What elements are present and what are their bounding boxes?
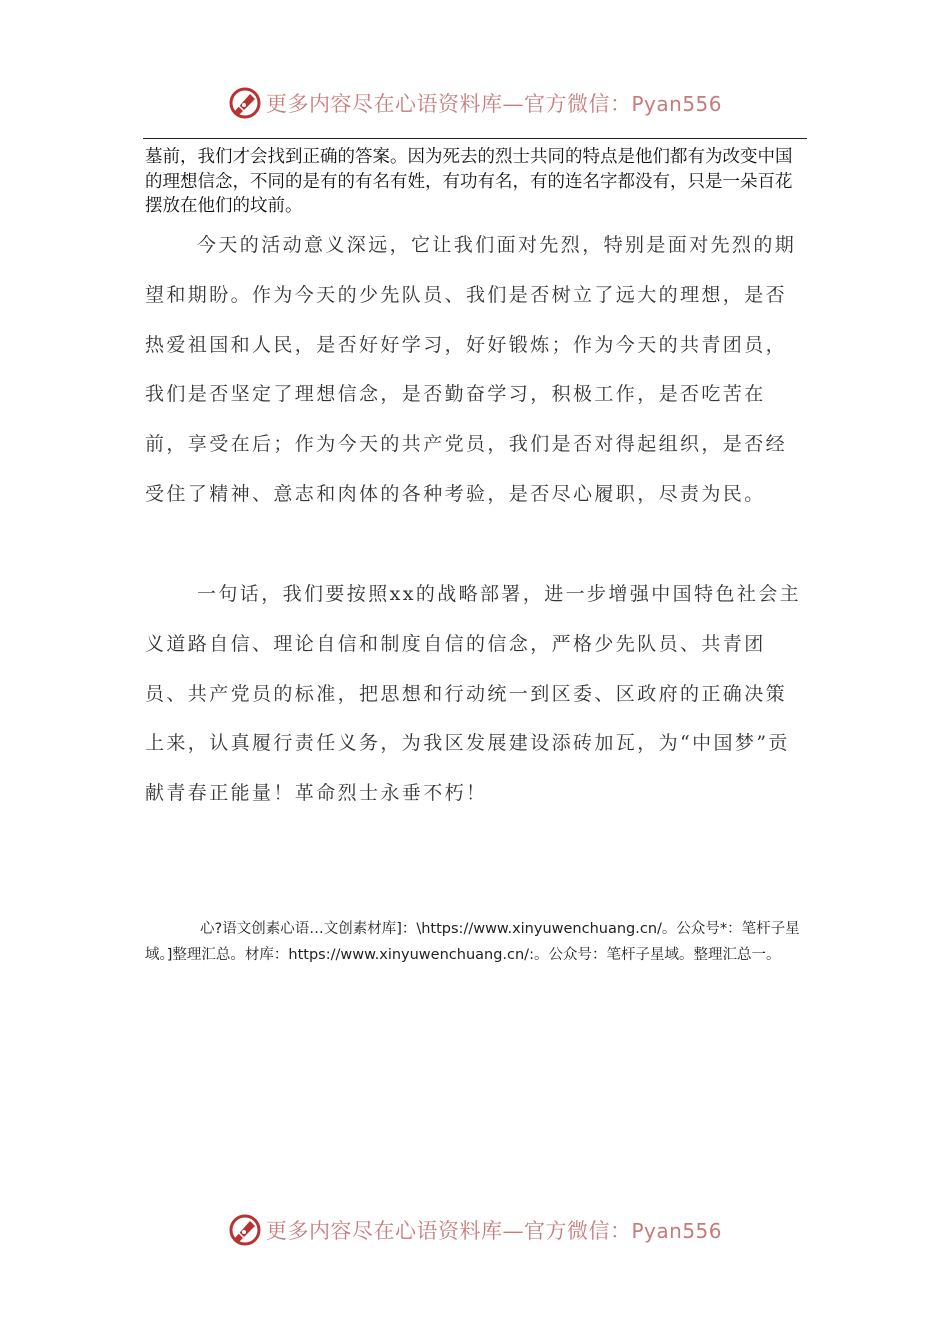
footer-wechat-id: Pyan556 [631, 1219, 722, 1243]
header-rule [143, 138, 807, 139]
header-banner-text: 更多内容尽在心语资料库—官方微信：Pyan556 [265, 92, 722, 116]
pen-nib-logo-icon [228, 86, 262, 120]
pen-nib-logo-icon [228, 1213, 262, 1247]
header-wechat-id: Pyan556 [631, 92, 722, 116]
header-banner [0, 83, 950, 123]
footnote: 心?语文创素心语…文创素材库]：\https://www.xinyuwenchuang.cn/。公众号*：笔杆子星域。]整理汇总。材库：https://www.xinyuwenchuang.cn/:。公众号：笔杆子星域。整理汇总一。 [145, 921, 800, 963]
paragraph-1: 今天的活动意义深远，它让我们面对先烈，特别是面对先烈的期望和期盼。作为今天的少先队员、我们是否树立了远大的理想，是否热爱祖国和人民，是否好好学习，好好锻炼；作为今天的共青团员，我们是否坚定了理想信念，是否勤奋学习，积极工作，是否吃苦在前，享受在后；作为今天的共产党员，我们是否对得起组织，是否经受住了精神、意志和肉体的各种考验，是否尽心履职，尽责为民。 [145, 234, 797, 505]
footer-banner-text: 更多内容尽在心语资料库—官方微信：Pyan556 [265, 1219, 722, 1243]
footer-banner [0, 1210, 950, 1250]
paragraph-2: 一句话，我们要按照xx的战略部署，进一步增强中国特色社会主义道路自信、理论自信和制度自信的信念，严格少先队员、共青团员、共产党员的标准，把思想和行动统一到区委、区政府的正确决策上来，认真履行责任义务，为我区发展建设添砖加瓦，为“中国梦”贡献青春正能量！革命烈士永垂不朽！ [145, 583, 802, 805]
lead-paragraph: 墓前，我们才会找到正确的答案。因为死去的烈士共同的特点是他们都有为改变中国的理想信念，不同的是有的有名有姓，有功有名，有的连名字都没有，只是一朵百花摆放在他们的坟前。 [145, 147, 793, 216]
